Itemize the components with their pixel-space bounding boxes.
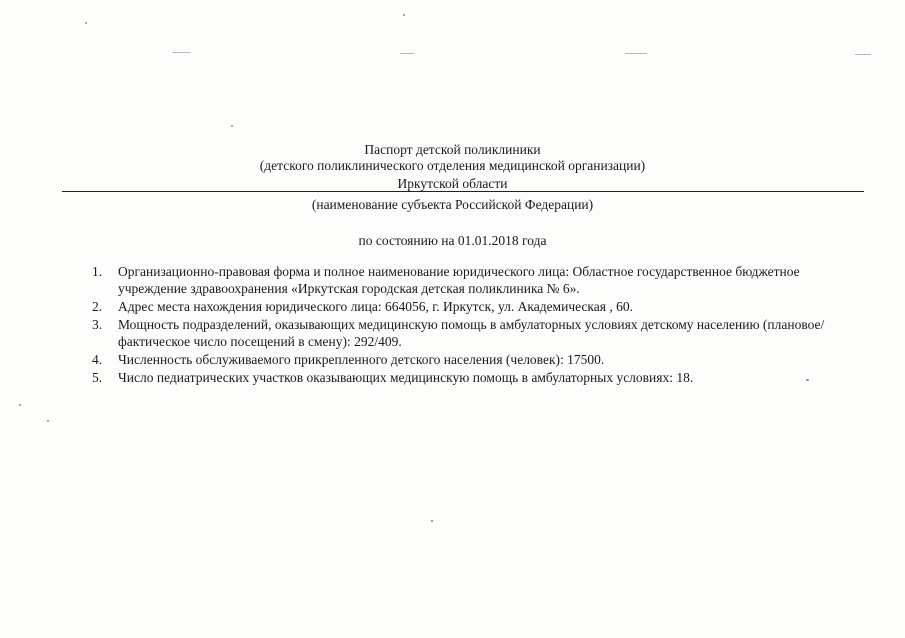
list-item <box>92 263 852 297</box>
item-number: 3. <box>92 317 103 332</box>
scan-artifact <box>85 22 87 24</box>
item-number: 4. <box>92 352 103 367</box>
item-text: Численность обслуживаемого прикрепленного детского населения (человек): 17500. <box>118 352 605 367</box>
document-title: Паспорт детской поликлиники <box>364 142 541 157</box>
item-text: Организационно-правовая форма и полное наименование юридического лица: Областное государственное бюджетное учреждение здравоохранения «Иркутская городская детская поликлиника № 6». <box>118 264 800 296</box>
as-of-date: по состоянию на 01.01.2018 года <box>358 233 547 248</box>
list-item <box>92 351 852 368</box>
item-number: 5. <box>92 370 103 385</box>
region-name: Иркутской области <box>397 176 508 191</box>
item-number: 1. <box>92 264 103 279</box>
scan-artifact <box>172 52 190 53</box>
item-number: 2. <box>92 299 103 314</box>
item-text: Мощность подразделений, оказывающих медицинскую помощь в амбулаторных условиях детскому населению (плановое/фактическое число посещений в смену): 292/409. <box>118 317 825 349</box>
list-item <box>92 369 852 386</box>
scan-artifact <box>855 54 871 55</box>
scan-artifact <box>400 53 414 54</box>
item-text: Адрес места нахождения юридического лица: 664056, г. Иркутск, ул. Академическая , 60. <box>118 299 633 314</box>
scan-artifact <box>47 420 49 422</box>
scan-artifact <box>431 520 433 522</box>
document-subtitle: (детского поликлинического отделения медицинской организации) <box>259 158 646 173</box>
scan-artifact <box>231 125 233 127</box>
passport-items-list <box>92 263 852 387</box>
item-text: Число педиатрических участков оказывающих медицинскую помощь в амбулаторных условиях: 18. <box>118 370 694 385</box>
scan-artifact <box>403 14 405 16</box>
region-underline <box>62 191 864 192</box>
scan-artifact <box>625 53 647 54</box>
scan-artifact <box>19 404 21 406</box>
region-caption: (наименование субъекта Российской Федерации) <box>311 197 594 212</box>
list-item <box>92 298 852 315</box>
list-item <box>92 316 852 350</box>
